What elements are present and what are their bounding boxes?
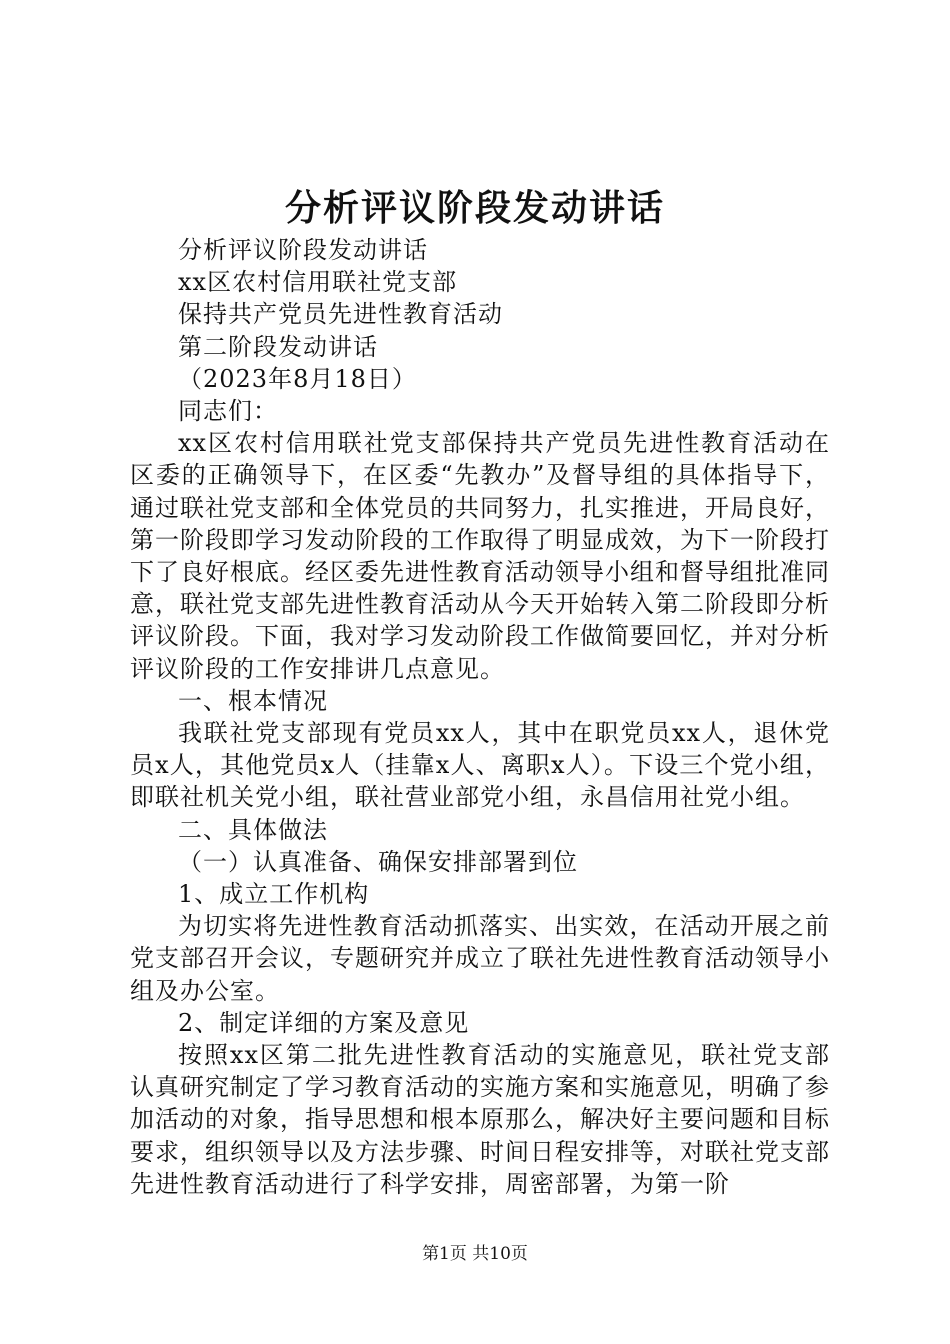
paragraph: xx区农村信用联社党支部保持共产党员先进性教育活动在区委的正确领导下，在区委“先教办”及督导组的具体指导下，通过联社党支部和全体党员的共同努力，扎实推进，开局良好，第一阶段即学习发动阶段的工作取得了明显成效，为下一阶段打下了良好根底。经区委先进性教育活动领导小组和督导组批准同意，联社党支部先进性教育活动从今天开始转入第二阶段即分析评议阶段。下面，我对学习发动阶段工作做简要回忆，并对分析评议阶段的工作安排讲几点意见。 — [130, 429, 830, 683]
paragraph-date: （2023年8月18日） — [178, 364, 417, 393]
item-heading: 1、成立工作机构 — [178, 880, 370, 909]
paragraph: 为切实将先进性教育活动抓落实、出实效，在活动开展之前党支部召开会议，专题研究并成立了联社先进性教育活动领导小组及办公室。 — [130, 912, 830, 1005]
paragraph: 我联社党支部现有党员xx人，其中在职党员xx人，退休党员x人，其他党员x人（挂靠x人、离职x人）。下设三个党小组，即联社机关党小组，联社营业部党小组，永昌信用社党小组。 — [130, 719, 830, 812]
paragraph: 第二阶段发动讲话 — [178, 332, 378, 361]
page-footer: 第1页 共10页 — [422, 1244, 528, 1264]
paragraph: 保持共产党员先进性教育活动 — [178, 300, 503, 329]
subsection-heading: （一）认真准备、确保安排部署到位 — [178, 847, 578, 876]
paragraph: 按照xx区第二批先进性教育活动的实施意见，联社党支部认真研究制定了学习教育活动的实施方案和实施意见，明确了参加活动的对象，指导思想和根本原那么，解决好主要问题和目标要求，组织领导以及方法步骤、时间日程安排等，对联社党支部先进性教育活动进行了科学安排，周密部署，为第一阶 — [130, 1041, 830, 1198]
paragraph: xx区农村信用联社党支部 — [178, 268, 458, 297]
paragraph: 分析评议阶段发动讲话 — [178, 236, 428, 264]
document-body — [130, 234, 830, 1200]
paragraph-salutation: 同志们： — [178, 397, 278, 426]
document-title: 分析评议阶段发动讲话 — [284, 187, 665, 229]
section-heading: 二、具体做法 — [178, 815, 328, 844]
section-heading: 一、根本情况 — [178, 686, 328, 715]
item-heading: 2、制定详细的方案及意见 — [178, 1008, 470, 1037]
